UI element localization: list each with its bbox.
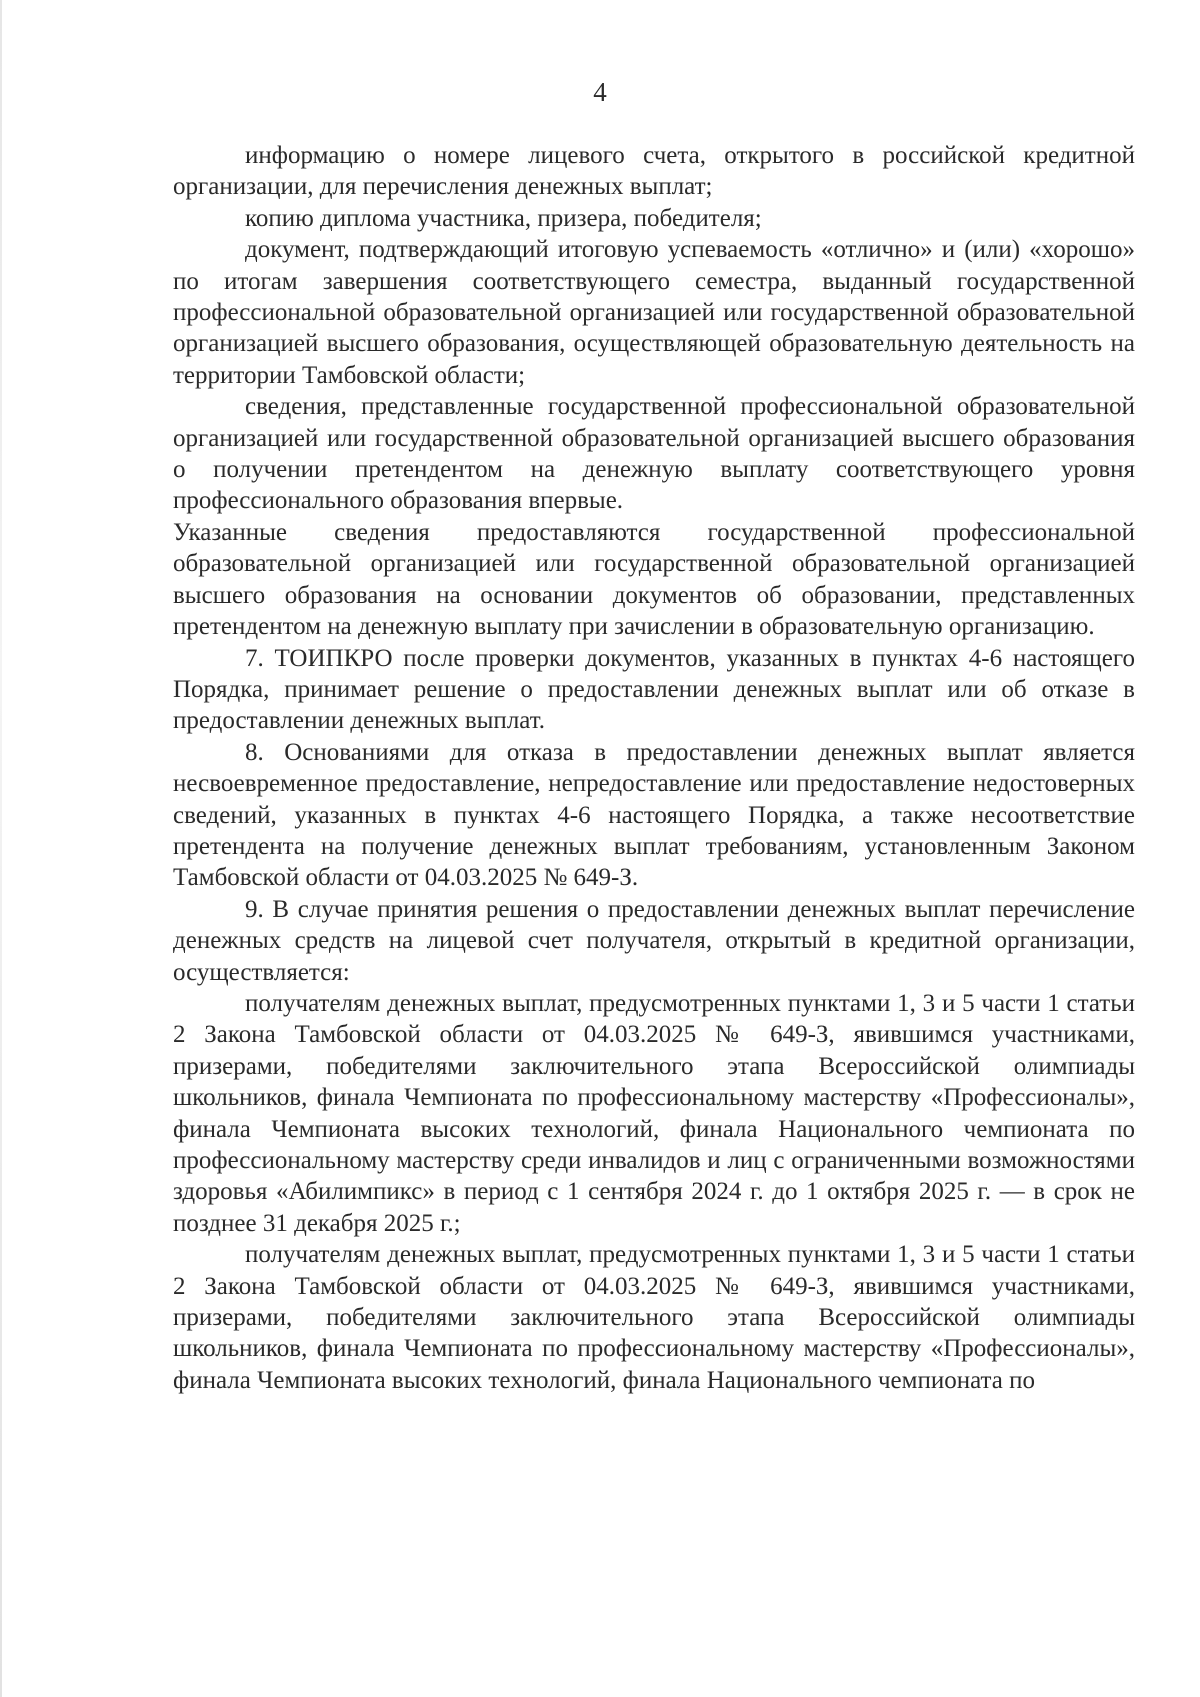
paragraph-account-info: информацию о номере лицевого счета, открытого в российской кредитной организации, для перечисления денежных выплат; bbox=[173, 142, 1135, 201]
paragraph-education-info: сведения, представленные государственной профессиональной образовательной организацией или государственной образовательной организацией высшего образования о получении претендентом на денежную выплату соответствующего уровня профессионального образования впервые. bbox=[173, 393, 1135, 515]
paragraph-recipients-continued: получателям денежных выплат, предусмотренных пунктами 1, 3 и 5 части 1 статьи 2 Закона Тамбовской области от 04.03.2025 № 649-З, явившимся участниками, призерами, победителями заключительного этапа Всероссийской олимпиады школьников, финала Чемпионата по профессиональному мастерству «Профессионалы», финала Чемпионата высоких технологий, финала Национального чемпионата по bbox=[173, 1241, 1135, 1394]
paragraph-item-8: 8. Основаниями для отказа в предоставлении денежных выплат является несвоевременное предоставление, непредоставление или предоставление недостоверных сведений, указанных в пунктах 4-6 настоящего Порядка, а также несоответствие претендента на получение денежных выплат требованиям, установленным Законом Тамбовской области от 04.03.2025 № 649-З. bbox=[173, 738, 1135, 892]
paragraph-academic-performance: документ, подтверждающий итоговую успеваемость «отлично» и (или) «хорошо» по итогам завершения соответствующего семестра, выданный государственной профессиональной образовательной организацией или государственной образовательной организацией высшего образования, осуществляющей образовательную деятельность на территории Тамбовской области; bbox=[173, 236, 1135, 389]
paragraph-recipients-2025: получателям денежных выплат, предусмотренных пунктами 1, 3 и 5 части 1 статьи 2 Закона Тамбовской области от 04.03.2025 № 649-З, явившимся участниками, призерами, победителями заключительного этапа Всероссийской олимпиады школьников, финала Чемпионата по профессиональному мастерству «Профессионалы», финала Чемпионата высоких технологий, финала Национального чемпионата по профессиональному мастерству среди инвалидов и лиц с ограниченными возможностями здоровья «Абилимпикс» в период с 1 сентября 2024 г. до 1 октября 2025 г. — в срок не позднее 31 декабря 2025 г.; bbox=[173, 989, 1135, 1237]
paragraph-item-9: 9. В случае принятия решения о предоставлении денежных выплат перечисление денежных средств на лицевой счет получателя, открытый в кредитной организации, осуществляется: bbox=[173, 895, 1135, 986]
scan-edge bbox=[0, 0, 2, 1697]
document-body bbox=[173, 140, 1135, 1396]
page-number: 4 bbox=[593, 77, 607, 107]
paragraph-diploma-copy: копию диплома участника, призера, победителя; bbox=[245, 204, 762, 232]
paragraph-item-7: 7. ТОИПКРО после проверки документов, указанных в пунктах 4-6 настоящего Порядка, принимает решение о предоставлении денежных выплат или об отказе в предоставлении денежных выплат. bbox=[173, 644, 1135, 735]
paragraph-info-provision: Указанные сведения предоставляются государственной профессиональной образовательной организацией или государственной образовательной организацией высшего образования на основании документов об образовании, представленных претендентом на денежную выплату при зачислении в образовательную организацию. bbox=[173, 518, 1135, 641]
